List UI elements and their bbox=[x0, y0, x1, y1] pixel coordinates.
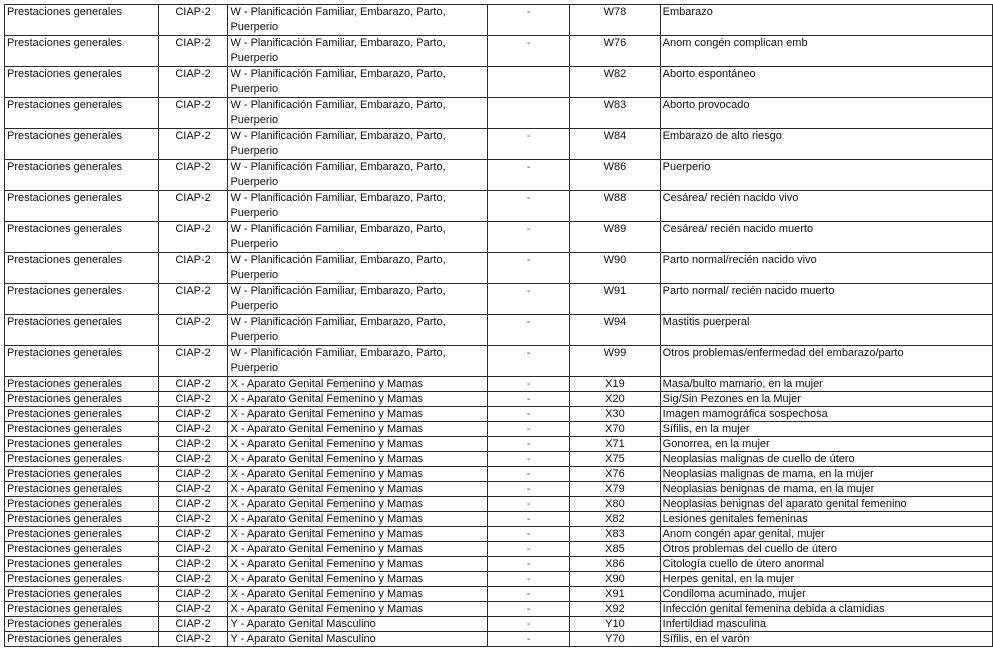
cell-code[interactable]: X76 bbox=[570, 467, 660, 482]
cell-description[interactable]: Embarazo bbox=[660, 5, 992, 36]
cell-description[interactable]: Lesiones genitales femeninas bbox=[660, 512, 992, 527]
cell-code[interactable]: X91 bbox=[570, 587, 660, 602]
cell-extra[interactable]: - bbox=[487, 253, 569, 284]
cell-description[interactable]: Neoplasias benignas del aparato genital femenino bbox=[660, 497, 992, 512]
cell-code[interactable]: X70 bbox=[570, 422, 660, 437]
cell-chapter[interactable]: W - Planificación Familiar, Embarazo, Parto, Puerperio bbox=[228, 160, 487, 191]
cell-program[interactable]: Prestaciones generales bbox=[5, 377, 159, 392]
cell-program[interactable]: Prestaciones generales bbox=[5, 129, 159, 160]
cell-extra[interactable]: - bbox=[487, 36, 569, 67]
cell-extra[interactable]: - bbox=[487, 557, 569, 572]
cell-classification[interactable]: CIAP-2 bbox=[158, 160, 228, 191]
cell-classification[interactable]: CIAP-2 bbox=[158, 191, 228, 222]
cell-classification[interactable]: CIAP-2 bbox=[158, 129, 228, 160]
cell-extra[interactable]: - bbox=[487, 284, 569, 315]
cell-description[interactable]: Aborto provocado bbox=[660, 98, 992, 129]
cell-chapter[interactable]: W - Planificación Familiar, Embarazo, Parto, Puerperio bbox=[228, 284, 487, 315]
cell-program[interactable]: Prestaciones generales bbox=[5, 542, 159, 557]
cell-code[interactable]: X82 bbox=[570, 512, 660, 527]
cell-chapter[interactable]: X - Aparato Genital Femenino y Mamas bbox=[228, 377, 487, 392]
table-row bbox=[5, 377, 993, 392]
cell-description[interactable]: Otros problemas/enfermedad del embarazo/parto bbox=[660, 346, 992, 377]
cell-code[interactable]: X20 bbox=[570, 392, 660, 407]
cell-chapter[interactable]: X - Aparato Genital Femenino y Mamas bbox=[228, 482, 487, 497]
cell-program[interactable]: Prestaciones generales bbox=[5, 482, 159, 497]
table-row bbox=[5, 392, 993, 407]
table-row bbox=[5, 617, 993, 632]
cell-classification[interactable]: CIAP-2 bbox=[158, 346, 228, 377]
cell-extra[interactable]: - bbox=[487, 160, 569, 191]
cell-description[interactable]: Cesárea/ recién nacido vivo bbox=[660, 191, 992, 222]
cell-classification[interactable]: CIAP-2 bbox=[158, 222, 228, 253]
cell-description[interactable]: Parto normal/ recién nacido muerto bbox=[660, 284, 992, 315]
cell-description[interactable]: Parto normal/recién nacido vivo bbox=[660, 253, 992, 284]
cell-description[interactable]: Infertildiad masculina bbox=[660, 617, 992, 632]
cell-chapter[interactable]: X - Aparato Genital Femenino y Mamas bbox=[228, 407, 487, 422]
cell-description[interactable]: Herpes genital, en la mujer bbox=[660, 572, 992, 587]
cell-chapter[interactable]: W - Planificación Familiar, Embarazo, Parto, Puerperio bbox=[228, 98, 487, 129]
cell-extra[interactable]: - bbox=[487, 527, 569, 542]
cell-chapter[interactable]: X - Aparato Genital Femenino y Mamas bbox=[228, 452, 487, 467]
cell-chapter[interactable]: X - Aparato Genital Femenino y Mamas bbox=[228, 437, 487, 452]
cell-description[interactable]: Imagen mamográfica sospechosa bbox=[660, 407, 992, 422]
table-row bbox=[5, 222, 993, 253]
table-row bbox=[5, 587, 993, 602]
cell-description[interactable]: Anom congén complican emb bbox=[660, 36, 992, 67]
cell-extra[interactable]: - bbox=[487, 437, 569, 452]
cell-classification[interactable]: CIAP-2 bbox=[158, 557, 228, 572]
cell-chapter[interactable]: X - Aparato Genital Femenino y Mamas bbox=[228, 602, 487, 617]
cell-description[interactable]: Neoplasias malignas de mama, en la mujer bbox=[660, 467, 992, 482]
cell-program[interactable]: Prestaciones generales bbox=[5, 452, 159, 467]
cell-code[interactable]: X92 bbox=[570, 602, 660, 617]
cell-program[interactable]: Prestaciones generales bbox=[5, 407, 159, 422]
table-row bbox=[5, 542, 993, 557]
table-row bbox=[5, 129, 993, 160]
cell-description[interactable]: Puerperio bbox=[660, 160, 992, 191]
cell-chapter[interactable]: W - Planificación Familiar, Embarazo, Parto, Puerperio bbox=[228, 315, 487, 346]
cell-chapter[interactable]: W - Planificación Familiar, Embarazo, Parto, Puerperio bbox=[228, 67, 487, 98]
cell-chapter[interactable]: X - Aparato Genital Femenino y Mamas bbox=[228, 467, 487, 482]
cell-description[interactable]: Neoplasias benignas de mama, en la mujer bbox=[660, 482, 992, 497]
cell-code[interactable]: W76 bbox=[570, 36, 660, 67]
table-row bbox=[5, 467, 993, 482]
cell-code[interactable]: X19 bbox=[570, 377, 660, 392]
cell-classification[interactable]: CIAP-2 bbox=[158, 572, 228, 587]
cell-extra[interactable]: - bbox=[487, 315, 569, 346]
table-row bbox=[5, 98, 993, 129]
cell-classification[interactable]: CIAP-2 bbox=[158, 407, 228, 422]
cell-code[interactable]: X79 bbox=[570, 482, 660, 497]
cell-classification[interactable]: CIAP-2 bbox=[158, 5, 228, 36]
cell-program[interactable]: Prestaciones generales bbox=[5, 422, 159, 437]
cell-program[interactable]: Prestaciones generales bbox=[5, 67, 159, 98]
cell-description[interactable]: Condiloma acuminado, mujer bbox=[660, 587, 992, 602]
cell-program[interactable]: Prestaciones generales bbox=[5, 392, 159, 407]
cell-description[interactable]: Mastitis puerperal bbox=[660, 315, 992, 346]
cell-description[interactable]: Gonorrea, en la mujer bbox=[660, 437, 992, 452]
cell-classification[interactable]: CIAP-2 bbox=[158, 377, 228, 392]
cell-chapter[interactable]: W - Planificación Familiar, Embarazo, Parto, Puerperio bbox=[228, 346, 487, 377]
cell-description[interactable]: Aborto espontáneo bbox=[660, 67, 992, 98]
cell-program[interactable]: Prestaciones generales bbox=[5, 497, 159, 512]
cell-extra[interactable]: - bbox=[487, 497, 569, 512]
cell-classification[interactable]: CIAP-2 bbox=[158, 437, 228, 452]
table-row bbox=[5, 557, 993, 572]
cell-classification[interactable]: CIAP-2 bbox=[158, 253, 228, 284]
cell-chapter[interactable]: W - Planificación Familiar, Embarazo, Parto, Puerperio bbox=[228, 5, 487, 36]
cell-chapter[interactable]: W - Planificación Familiar, Embarazo, Parto, Puerperio bbox=[228, 129, 487, 160]
cell-code[interactable]: W84 bbox=[570, 129, 660, 160]
cell-code[interactable]: W78 bbox=[570, 5, 660, 36]
cell-code[interactable]: W91 bbox=[570, 284, 660, 315]
cell-description[interactable]: Citología cuello de útero anormal bbox=[660, 557, 992, 572]
cell-classification[interactable]: CIAP-2 bbox=[158, 632, 228, 647]
cell-code[interactable]: W90 bbox=[570, 253, 660, 284]
cell-code[interactable]: X86 bbox=[570, 557, 660, 572]
cell-extra[interactable]: - bbox=[487, 572, 569, 587]
cell-description[interactable]: Sífilis, en la mujer bbox=[660, 422, 992, 437]
table-row bbox=[5, 482, 993, 497]
cell-code[interactable]: W82 bbox=[570, 67, 660, 98]
cell-program[interactable]: Prestaciones generales bbox=[5, 632, 159, 647]
cell-extra[interactable]: - bbox=[487, 452, 569, 467]
table-row bbox=[5, 160, 993, 191]
cell-classification[interactable]: CIAP-2 bbox=[158, 392, 228, 407]
cell-program[interactable]: Prestaciones generales bbox=[5, 36, 159, 67]
cell-chapter[interactable]: X - Aparato Genital Femenino y Mamas bbox=[228, 572, 487, 587]
cell-code[interactable]: X90 bbox=[570, 572, 660, 587]
cell-extra[interactable]: - bbox=[487, 422, 569, 437]
cell-classification[interactable]: CIAP-2 bbox=[158, 422, 228, 437]
cell-chapter[interactable]: X - Aparato Genital Femenino y Mamas bbox=[228, 587, 487, 602]
cell-program[interactable]: Prestaciones generales bbox=[5, 572, 159, 587]
cell-program[interactable]: Prestaciones generales bbox=[5, 587, 159, 602]
cell-classification[interactable]: CIAP-2 bbox=[158, 542, 228, 557]
cell-extra[interactable]: - bbox=[487, 377, 569, 392]
cell-program[interactable]: Prestaciones generales bbox=[5, 98, 159, 129]
cell-classification[interactable]: CIAP-2 bbox=[158, 587, 228, 602]
cell-extra[interactable]: - bbox=[487, 5, 569, 36]
cell-program[interactable]: Prestaciones generales bbox=[5, 557, 159, 572]
cell-chapter[interactable]: X - Aparato Genital Femenino y Mamas bbox=[228, 512, 487, 527]
cell-extra[interactable]: - bbox=[487, 407, 569, 422]
cell-classification[interactable]: CIAP-2 bbox=[158, 512, 228, 527]
cell-extra[interactable]: - bbox=[487, 617, 569, 632]
cell-extra[interactable]: - bbox=[487, 191, 569, 222]
cell-description[interactable]: Sífilis, en el varón bbox=[660, 632, 992, 647]
table-row bbox=[5, 452, 993, 467]
table-row bbox=[5, 632, 993, 647]
table-row bbox=[5, 5, 993, 36]
cell-program[interactable]: Prestaciones generales bbox=[5, 512, 159, 527]
cell-extra[interactable]: - bbox=[487, 129, 569, 160]
table-row bbox=[5, 422, 993, 437]
cell-chapter[interactable]: Y - Aparato Genital Masculino bbox=[228, 617, 487, 632]
cell-chapter[interactable]: X - Aparato Genital Femenino y Mamas bbox=[228, 392, 487, 407]
cell-code[interactable]: X85 bbox=[570, 542, 660, 557]
cell-classification[interactable]: CIAP-2 bbox=[158, 467, 228, 482]
cell-extra[interactable]: - bbox=[487, 392, 569, 407]
cell-program[interactable]: Prestaciones generales bbox=[5, 602, 159, 617]
cell-code[interactable]: W89 bbox=[570, 222, 660, 253]
cell-program[interactable]: Prestaciones generales bbox=[5, 315, 159, 346]
cell-classification[interactable]: CIAP-2 bbox=[158, 98, 228, 129]
cell-program[interactable]: Prestaciones generales bbox=[5, 437, 159, 452]
cell-classification[interactable]: CIAP-2 bbox=[158, 452, 228, 467]
cell-code[interactable]: X75 bbox=[570, 452, 660, 467]
codes-table bbox=[4, 4, 993, 647]
cell-code[interactable]: X71 bbox=[570, 437, 660, 452]
cell-chapter[interactable]: W - Planificación Familiar, Embarazo, Parto, Puerperio bbox=[228, 191, 487, 222]
cell-chapter[interactable]: X - Aparato Genital Femenino y Mamas bbox=[228, 497, 487, 512]
table-row bbox=[5, 284, 993, 315]
table-row bbox=[5, 497, 993, 512]
cell-description[interactable]: Infección genital femenina debida a clamidias bbox=[660, 602, 992, 617]
cell-classification[interactable]: CIAP-2 bbox=[158, 482, 228, 497]
table-row bbox=[5, 253, 993, 284]
cell-classification[interactable]: CIAP-2 bbox=[158, 284, 228, 315]
cell-classification[interactable]: CIAP-2 bbox=[158, 497, 228, 512]
cell-program[interactable]: Prestaciones generales bbox=[5, 346, 159, 377]
cell-code[interactable]: Y70 bbox=[570, 632, 660, 647]
cell-code[interactable]: W99 bbox=[570, 346, 660, 377]
table-row bbox=[5, 437, 993, 452]
cell-code[interactable]: X80 bbox=[570, 497, 660, 512]
cell-chapter[interactable]: W - Planificación Familiar, Embarazo, Parto, Puerperio bbox=[228, 222, 487, 253]
cell-code[interactable]: W83 bbox=[570, 98, 660, 129]
cell-chapter[interactable]: Y - Aparato Genital Masculino bbox=[228, 632, 487, 647]
cell-code[interactable]: X30 bbox=[570, 407, 660, 422]
cell-extra[interactable]: - bbox=[487, 512, 569, 527]
cell-classification[interactable]: CIAP-2 bbox=[158, 617, 228, 632]
cell-extra[interactable]: - bbox=[487, 467, 569, 482]
cell-program[interactable]: Prestaciones generales bbox=[5, 5, 159, 36]
table-row bbox=[5, 407, 993, 422]
cell-extra[interactable] bbox=[487, 98, 569, 129]
cell-code[interactable]: W88 bbox=[570, 191, 660, 222]
cell-classification[interactable]: CIAP-2 bbox=[158, 602, 228, 617]
table-row bbox=[5, 602, 993, 617]
cell-description[interactable]: Embarazo de alto riesgo bbox=[660, 129, 992, 160]
cell-extra[interactable]: - bbox=[487, 482, 569, 497]
cell-extra[interactable]: - bbox=[487, 602, 569, 617]
cell-description[interactable]: Cesárea/ recién nacido muerto bbox=[660, 222, 992, 253]
table-row bbox=[5, 346, 993, 377]
cell-program[interactable]: Prestaciones generales bbox=[5, 617, 159, 632]
cell-program[interactable]: Prestaciones generales bbox=[5, 160, 159, 191]
cell-code[interactable]: Y10 bbox=[570, 617, 660, 632]
cell-classification[interactable]: CIAP-2 bbox=[158, 67, 228, 98]
cell-program[interactable]: Prestaciones generales bbox=[5, 467, 159, 482]
cell-classification[interactable]: CIAP-2 bbox=[158, 527, 228, 542]
cell-program[interactable]: Prestaciones generales bbox=[5, 253, 159, 284]
cell-chapter[interactable]: X - Aparato Genital Femenino y Mamas bbox=[228, 422, 487, 437]
table-row bbox=[5, 315, 993, 346]
cell-extra[interactable]: - bbox=[487, 587, 569, 602]
cell-description[interactable]: Anom congén apar genital, mujer bbox=[660, 527, 992, 542]
cell-description[interactable]: Masa/bulto mamario, en la mujer bbox=[660, 377, 992, 392]
cell-code[interactable]: W94 bbox=[570, 315, 660, 346]
cell-program[interactable]: Prestaciones generales bbox=[5, 191, 159, 222]
table-row bbox=[5, 512, 993, 527]
codes-table-body bbox=[5, 5, 993, 647]
cell-chapter[interactable]: X - Aparato Genital Femenino y Mamas bbox=[228, 542, 487, 557]
cell-chapter[interactable]: X - Aparato Genital Femenino y Mamas bbox=[228, 557, 487, 572]
cell-description[interactable]: Otros problemas del cuello de útero bbox=[660, 542, 992, 557]
cell-extra[interactable] bbox=[487, 67, 569, 98]
cell-program[interactable]: Prestaciones generales bbox=[5, 284, 159, 315]
cell-extra[interactable]: - bbox=[487, 632, 569, 647]
table-row bbox=[5, 527, 993, 542]
cell-program[interactable]: Prestaciones generales bbox=[5, 222, 159, 253]
cell-extra[interactable]: - bbox=[487, 542, 569, 557]
cell-program[interactable]: Prestaciones generales bbox=[5, 527, 159, 542]
cell-chapter[interactable]: W - Planificación Familiar, Embarazo, Parto, Puerperio bbox=[228, 253, 487, 284]
cell-code[interactable]: X83 bbox=[570, 527, 660, 542]
cell-classification[interactable]: CIAP-2 bbox=[158, 315, 228, 346]
table-row bbox=[5, 191, 993, 222]
cell-extra[interactable]: - bbox=[487, 222, 569, 253]
cell-description[interactable]: Sig/Sin Pezones en la Mujer bbox=[660, 392, 992, 407]
cell-extra[interactable]: - bbox=[487, 346, 569, 377]
cell-classification[interactable]: CIAP-2 bbox=[158, 36, 228, 67]
table-row bbox=[5, 67, 993, 98]
cell-chapter[interactable]: X - Aparato Genital Femenino y Mamas bbox=[228, 527, 487, 542]
cell-code[interactable]: W86 bbox=[570, 160, 660, 191]
cell-description[interactable]: Neoplasias malignas de cuello de útero bbox=[660, 452, 992, 467]
table-row bbox=[5, 36, 993, 67]
table-row bbox=[5, 572, 993, 587]
cell-chapter[interactable]: W - Planificación Familiar, Embarazo, Parto, Puerperio bbox=[228, 36, 487, 67]
